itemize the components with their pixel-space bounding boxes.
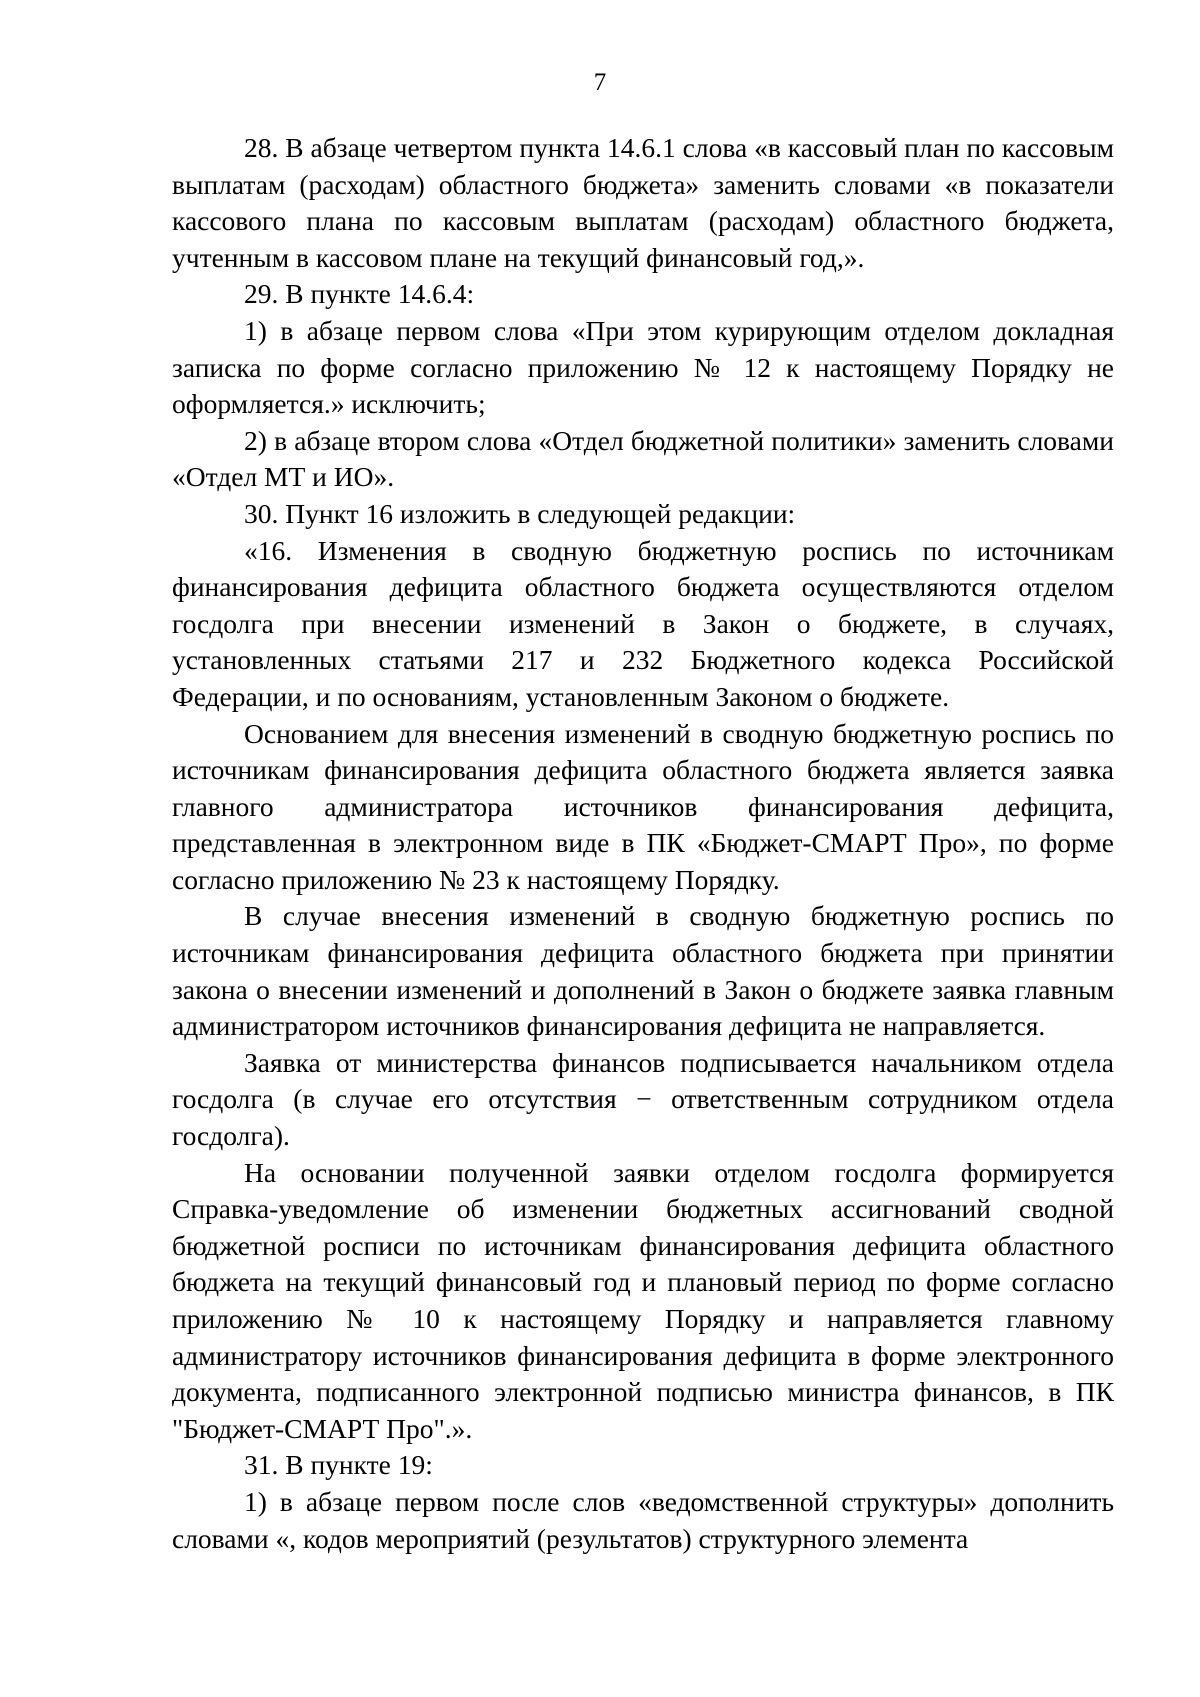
paragraph-notice: На основании полученной заявки отделом госдолга формируется Справка-уведомление об изменении бюджетных ассигнований сводной бюджетной росписи по источникам финансирования дефицита областного бюджета на текущий финансовый год и плановый период по форме согласно приложению № 10 к настоящему Порядку и направляется главному администратору источников финансирования дефицита в форме электронного документа, подписанного электронной подписью министра финансов, в ПК "Бюджет-СМАРТ Про".». — [172, 1156, 1114, 1444]
paragraph-29-item-1: 1) в абзаце первом слова «При этом курирующим отделом докладная записка по форме согласно приложению № 12 к настоящему Порядку не оформляется.» исключить; — [172, 314, 1114, 420]
paragraph-30: 30. Пункт 16 изложить в следующей редакции: — [244, 497, 796, 529]
paragraph-16-text: «16. Изменения в сводную бюджетную роспись по источникам финансирования дефицита областного бюджета осуществляются отделом госдолга при внесении изменений в Закон о бюджете, в случаях, установленных статьями 217 и 232 Бюджетного кодекса Российской Федерации, и по основаниям, установленным Законом о бюджете. — [172, 534, 1114, 712]
page-number: 7 — [593, 69, 607, 96]
document-body — [172, 130, 1114, 1557]
paragraph-31-item-1: 1) в абзаце первом после слов «ведомственной структуры» дополнить словами «, кодов мероприятий (результатов) структурного элемента — [172, 1485, 1114, 1554]
paragraph-signing: Заявка от министерства финансов подписывается начальником отдела госдолга (в случае его отсутствия − ответственным сотрудником отдела госдолга). — [172, 1046, 1114, 1152]
paragraph-case: В случае внесения изменений в сводную бюджетную роспись по источникам финансирования дефицита областного бюджета при принятии закона о внесении изменений и дополнений в Закон о бюджете заявка главным администратором источников финансирования дефицита не направляется. — [172, 900, 1114, 1042]
paragraph-29-item-2: 2) в абзаце втором слова «Отдел бюджетной политики» заменить словами «Отдел МТ и ИО». — [172, 424, 1114, 493]
paragraph-29: 29. В пункте 14.6.4: — [244, 278, 475, 310]
paragraph-31: 31. В пункте 19: — [244, 1449, 433, 1481]
paragraph-28: 28. В абзаце четвертом пункта 14.6.1 слова «в кассовый план по кассовым выплатам (расходам) областного бюджета» заменить словами «в показатели кассового плана по кассовым выплатам (расходам) областного бюджета, учтенным в кассовом плане на текущий финансовый год,». — [172, 132, 1114, 273]
paragraph-basis: Основанием для внесения изменений в сводную бюджетную роспись по источникам финансирования дефицита областного бюджета является заявка главного администратора источников финансирования дефицита, представленная в электронном виде в ПК «Бюджет-СМАРТ Про», по форме согласно приложению № 23 к настоящему Порядку. — [172, 717, 1114, 895]
